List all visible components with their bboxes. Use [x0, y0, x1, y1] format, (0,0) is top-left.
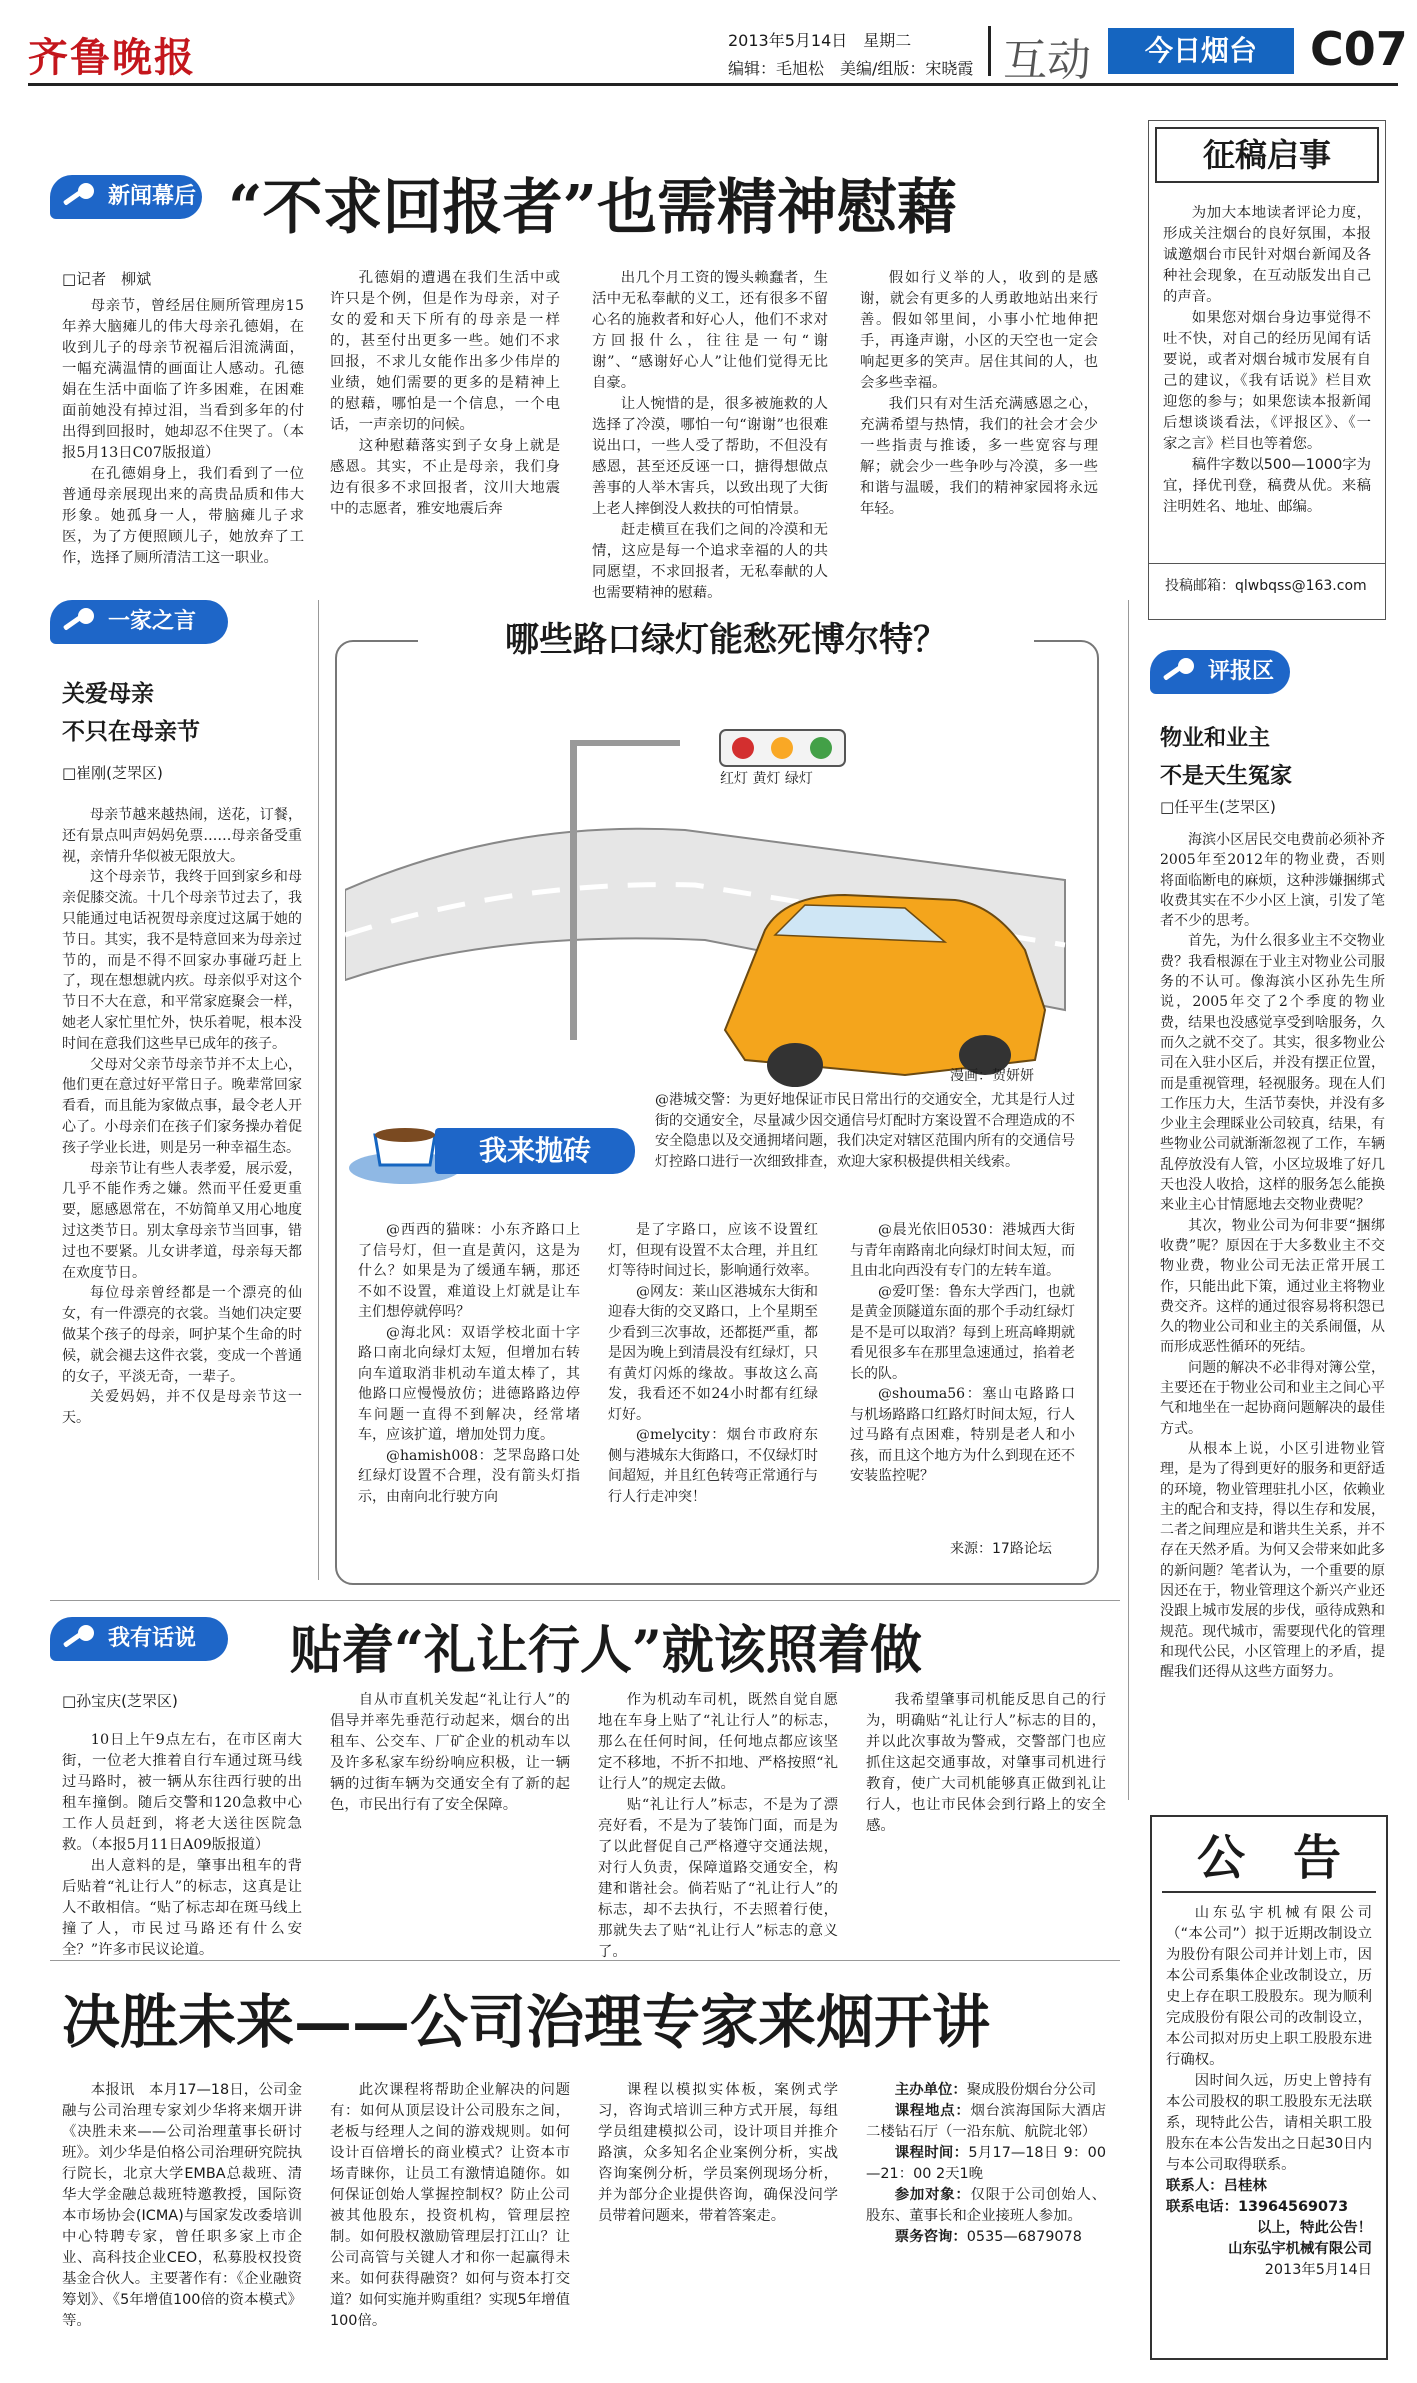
byline-1: □记者 柳斌 — [62, 270, 152, 288]
paragraph: 其次，物业公司为何非要“捆绑收费”呢？原因在于大多数业主不交物业费，物业公司无法正常开展工作，只能出此下策，通过业主将物业费交齐。这样的通过很容易将积怨已久的物业公司和业主的关系闹僵，从而形成恶性循环的死结。 — [1160, 1217, 1385, 1356]
section-divider — [50, 1600, 1120, 1601]
public-notice-body — [1152, 1893, 1386, 2281]
paragraph: 首先，为什么很多业主不交物业费？我看根源在于业主对物业公司服务的不认可。像海滨小区孙先生所说，2005年交了2个季度的物业费，结果也没感觉享受到啥服务，久而久之就不交了。其实，很多物业公司在入驻小区后，并没有摆正位置，而是重视管理，轻视服务。现在人们工作压力大，生活节奏快，并没有多少业主会理睬业公司较真，结果，有些物业公司就渐渐忽视了工作，车辆乱停放没有人管，小区垃圾堆了好几天也没人收拾，这样的服务怎么能换来业主心甘情愿地去交物业费呢？ — [1160, 933, 1385, 1214]
masthead — [28, 22, 1408, 86]
paragraph: 孔德娟的遭遇在我们生活中或许只是个例，但是作为母亲，对子女的爱和天下所有的母亲是一样的，甚至付出更多一些。她们不求回报，不求儿女能作出多少伟岸的业绩，她们需要的更多的是精神上的慰藉，哪怕是一个信息，一个电话，一声亲切的问候。 — [330, 270, 560, 433]
paragraph: 我希望肇事司机能反思自己的行为，明确贴“礼让行人”标志的目的，并以此次事故为警戒，交警部门也应抓住这起交通事故，对肇事司机进行教育，使广大司机能够真正做到礼让行人，也让市民体会到行路上的安全感。 — [866, 1692, 1106, 1834]
headline-3: 物业和业主 不是天生冤家 — [1160, 726, 1293, 789]
comment: @hamish008：芝罘岛路口处红绿灯设置不合理，没有箭头灯指示，由南向北行驶方向 — [358, 1447, 580, 1505]
info-row — [866, 2227, 1106, 2248]
info-row — [866, 2101, 1106, 2143]
byline-2: □崔刚(芝罘区) — [62, 764, 163, 782]
paragraph: 母亲节，曾经居住厕所管理房15年养大脑瘫儿的伟大母亲孔德娟，在收到儿子的母亲节祝福后泪流满面，一幅充满温情的画面让人感动。孔德娟在生活中面临了许多困难，在困难面前她没有掉过泪，当看到多年的付出得到回报时，她却忍不住哭了。（本报5月13日C07版报道） — [62, 298, 304, 461]
microphone-icon — [1156, 656, 1200, 688]
paragraph: 母亲节让有些人表孝爱，展示爱，几乎不能作秀之嫌。然而平任爱更重要，愿感恩常在，不妨简单又用心地度过这类节日。别太拿母亲节当回事，错过也不要紧。儿女讲孝道，母亲每天都在欢度节日。 — [62, 1160, 302, 1281]
paragraph: 出几个月工资的馒头赖蠢者，生活中无私奉献的义工，还有很多不留心名的施救者和好心人，他们不求对方回报什么，往往是一句“谢谢”、“感谢好心人”让他们觉得无比自豪。 — [592, 270, 828, 391]
article5-col1 — [62, 2080, 302, 2332]
headline-2: 关爱母亲 不只在母亲节 — [62, 681, 200, 745]
article5-col2 — [330, 2080, 570, 2332]
paragraph: 问题的解决不必非得对簿公堂，主要还在于物业公司和业主之间心平气和地坐在一起协商问题解决的最佳方式。 — [1160, 1359, 1385, 1437]
badge-label: 我来抛砖 — [435, 1128, 635, 1174]
comments-col2 — [608, 1220, 818, 1507]
info-row — [866, 2143, 1106, 2185]
microphone-icon — [56, 181, 100, 213]
column-divider — [1128, 600, 1129, 1800]
notice-thanks: 以上，特此公告！ — [1256, 2220, 1372, 2236]
comments-col3 — [850, 1220, 1075, 1487]
headline-5: 决胜未来——公司治理专家来烟开讲 — [62, 1988, 991, 2056]
article2-body — [62, 805, 302, 1429]
brick-badge — [345, 1110, 645, 1190]
paragraph: 这种慰藉落实到子女身上就是感恩。其实，不止是母亲，我们身边有很多不求回报者，汶川大地震中的志愿者，雅安地震后奔 — [330, 438, 560, 517]
paragraph: 作为机动车司机，既然自觉自愿地在车身上贴了“礼让行人”的标志，那么在任何时间，任何地点都应该坚定不移地，不折不扣地、严格按照“礼让行人”的规定去做。 — [598, 1692, 838, 1792]
microphone-icon — [56, 606, 100, 638]
comment: 是了字路口，应该不设置红灯，但现有设置不太合理，并且红灯等待时间过长，影响通行效率。 — [608, 1222, 818, 1279]
comments-col1 — [358, 1220, 580, 1507]
byline-3: □任平生(芝罘区) — [1160, 798, 1276, 816]
paragraph: 假如行义举的人，收到的是感谢，就会有更多的人勇敢地站出来行善。假如邻里间，小事小忙地伸把手，再逢声谢，小区的天空也一定会响起更多的笑声。居住其间的人，也会多些幸福。 — [860, 270, 1098, 391]
info-key: 课程时间： — [894, 2145, 969, 2161]
article4-col2 — [330, 1690, 570, 1816]
masthead-divider — [988, 26, 991, 76]
paragraph: 关爱妈妈，并不仅是母亲节这一天。 — [62, 1389, 302, 1427]
paragraph: 出人意料的是，肇事出租车的背后贴着“礼让行人”的标志，这真是让人不敢相信。“贴了标志却在斑马线上撞了人，市民过马路还有什么安全？”许多市民议论道。 — [62, 1858, 302, 1958]
paragraph: 赶走横亘在我们之间的冷漠和无情，这应是每一个追求幸福的人的共同愿望，不求回报者，无私奉献的人也需要精神的慰藉。 — [592, 522, 828, 601]
headline-1: “不求回报者”也需精神慰藉 — [228, 173, 958, 243]
info-row — [866, 2185, 1106, 2227]
section-badge-speak — [50, 1617, 228, 1661]
comment: @海北风：双语学校北面十字路口南北向绿灯太短，但增加右转向车道取消非机动车道太棒了，其他路口应慢慢放仿；进德路路边停车问题一直得不到解决，经常堵车，应该扩道，增加处罚力度。 — [358, 1324, 580, 1443]
article3-body — [1160, 830, 1385, 1682]
badge-label: 一家之言 — [108, 609, 197, 634]
comments-source: 来源：17路论坛 — [950, 1541, 1052, 1557]
info-row — [866, 2080, 1106, 2101]
cartoon-artist: 漫画：贺妍妍 — [950, 1068, 1034, 1084]
paragraph: 因时间久远，历史上曾持有本公司股权的职工股股东无法联系，现特此公告，请相关职工股股东在本公告发出之日起30日内与本公司取得联系。 — [1166, 2073, 1372, 2173]
paragraph: 本报讯 本月17—18日，公司金融与公司治理专家刘少华将来烟开讲《决胜未来——公司治理董事长研讨班》。刘少华是伯格公司治理研究院执行院长，北京大学EMBA总裁班、清华大学金融总裁班特邀教授，国际资本市场协会(ICMA)与国家发改委培训中心特聘专家，曾任职多家上市企业、高科技企业CEO，私募股权投资基金合伙人。主要著作有：《企业融资筹划》、《5年增值100倍的资本模式》等。 — [62, 2082, 302, 2329]
notice-date: 2013年5月14日 — [1264, 2262, 1372, 2278]
article4-col1 — [62, 1730, 302, 1961]
paragraph: 山东弘宇机械有限公司（“本公司”）拟于近期改制设立为股份有限公司并计划上市，因本公司系集体企业改制设立，历史上存在职工股股东。现为顺利完成股份有限公司的改制设立，本公司拟对历史上职工股股东进行确权。 — [1166, 1905, 1372, 2068]
paragraph: 母亲节越来越热闹，送花，订餐，还有景点叫声妈妈免票……母亲备受重视，亲情升华似被无限放大。 — [62, 807, 302, 865]
paragraph: 自从市直机关发起“礼让行人”的倡导并率先垂范行动起来，烟台的出租车、公交车、厂矿企业的机动车以及许多私家车纷纷响应积极，让一辆辆的过街车辆为交通安全有了新的起色，市民出行有了安全保障。 — [330, 1692, 570, 1813]
info-key: 票务咨询： — [894, 2229, 967, 2245]
notice-phone: 联系电话：13964569073 — [1166, 2199, 1349, 2215]
paragraph: 如果您对烟台身边事觉得不吐不快，对自己的经历见闻有话要说，或者对烟台城市发展有自己的建议，《我有话说》栏目欢迎您的参与；如果您读本报新闻后想谈谈看法，《评报区》、《一家之言》栏目也等着您。 — [1163, 310, 1371, 452]
comment: @shouma56：塞山屯路路口与机场路路口红路灯时间太短，行人过马路有点困难，特别是老人和小孩，而且这个地方为什么到现在还不安装监控呢？ — [850, 1386, 1075, 1484]
paragraph: 这个母亲节，我终于回到家乡和母亲促膝交流。十几个母亲节过去了，我只能通过电话祝贺母亲度过这属于她的节日。其实，我不是特意回来为母亲过节的，而是不得不回家办事碰巧赶上了，现在想想就内疚。母亲似乎对这个节日不大在意，和平常家庭聚会一样，她老人家忙里忙外，快乐着呢，根本没时间在意我们这些早已成年的孩子。 — [62, 869, 302, 1052]
comment: @爱叮堡：鲁东大学西门，也就是黄金顶隧道东面的那个手动红绿灯是不是可以取消？每到上班高峰期就看见很多车在那里急速通过，掐着老长的队。 — [850, 1283, 1075, 1382]
section-badge-news — [50, 175, 202, 219]
article5-info — [866, 2080, 1106, 2248]
article1-col1 — [62, 296, 304, 569]
cartoon-road-traffic-light — [345, 680, 1089, 1100]
notice-company: 山东弘宇机械有限公司 — [1228, 2241, 1372, 2257]
info-value: 聚成股份烟台分公司 — [966, 2082, 1097, 2098]
article1-col4 — [860, 268, 1098, 520]
badge-label: 新闻幕后 — [108, 184, 197, 209]
call-for-papers-title: 征稿启事 — [1155, 127, 1379, 183]
call-for-papers-body — [1149, 189, 1385, 518]
traffic-light-labels: 红灯 黄灯 绿灯 — [720, 771, 813, 787]
issue-date: 2013年5月14日 星期二 — [728, 31, 912, 50]
article4-col3 — [598, 1690, 838, 1963]
paragraph: 贴“礼让行人”标志，不是为了漂亮好看，不是为了装饰门面，而是为了以此督促自己严格遵守交通法规，对行人负责，保障道路交通安全，构建和谐社会。倘若贴了“礼让行人”的标志，却不去执行，不去照着行使，那就失去了贴“礼让行人”标志的意义了。 — [598, 1797, 838, 1960]
badge-label: 评报区 — [1208, 659, 1275, 684]
badge-label: 我有话说 — [108, 1626, 197, 1651]
notice-contact: 联系人：吕桂林 — [1166, 2178, 1267, 2194]
article4-col4 — [866, 1690, 1106, 1837]
paragraph: 从根本上说，小区引进物业管理，是为了得到更好的服务和更舒适的环境，物业管理驻扎小区，依赖业主的配合和支持，得以生存和发展，二者之间理应是和谐共生关系，并不存在天然矛盾。为何又会带来如此多的新问题？笔者认为，一个重要的原因还在于，物业管理这个新兴产业还没跟上城市发展的步伐，亟待成熟和规范。现代城市，需要现代化的管理和现代公民，小区管理上的矛盾，提醒我们还得从这些方面努力。 — [1160, 1440, 1385, 1681]
section-badge-opinion — [50, 600, 228, 644]
microphone-icon — [56, 1623, 100, 1655]
info-key: 参加对象： — [894, 2187, 971, 2203]
public-notice-box — [1150, 1815, 1388, 2360]
paragraph: 每位母亲曾经都是一个漂亮的仙女，有一件漂亮的衣裳。当她们决定要做某个孩子的母亲，呵护某个生命的时候，就会褪去这件衣裳，变成一个普通的女子，平淡无奇，一辈子。 — [62, 1285, 302, 1385]
paragraph: 此次课程将帮助企业解决的问题有：如何从顶层设计公司股东之间，老板与经理人之间的游戏规则。如何设计百倍增长的商业模式？让资本市场青睐你，让员工有激情追随你。如何保证创始人掌握控制权？防止公司被其他股东，投资机构，管理层控制。如何股权激励管理层打江山？让公司高管与关键人才和你一起赢得未来。如何获得融资？如何与资本打交道？如何实施并购重组？实现5年增值100倍。 — [330, 2082, 570, 2329]
paragraph: 稿件字数以500—1000字为宜，择优刊登，稿费从优。来稿注明姓名、地址、邮编。 — [1163, 457, 1372, 515]
comment: @晨光依旧0530：港城西大街与青年南路南北向绿灯时间太短，而且由北向西没有专门的左转车道。 — [850, 1222, 1075, 1279]
article1-col3 — [592, 268, 828, 604]
section-badge-review — [1150, 650, 1290, 694]
comment: @melycity：烟台市政府东侧与港城东大街路口，不仅绿灯时间超短，并且红色转弯正常通行与行人行走冲突！ — [608, 1427, 818, 1505]
byline-4: □孙宝庆(芝罘区) — [62, 1692, 178, 1710]
section-name: 互动 — [1003, 35, 1091, 86]
info-value: 仅限于公司创始人、股东、董事长和企业接班人参加。 — [866, 2187, 1106, 2224]
paper-logo: 齐鲁晚报 — [28, 34, 196, 81]
paragraph: 父母对父亲节母亲节并不太上心，他们更在意过好平常日子。晚辈常回家看看，而且能为家做点事，最令老人开心了。小母亲们在孩子们家务操办着促孩子学业长进，则是另一种幸福生态。 — [62, 1056, 302, 1156]
paragraph: 在孔德娟身上，我们看到了一位普通母亲展现出来的高贵品质和伟大形象。她孤身一人，带脑瘫儿子求医，为了方便照顾儿子，她放弃了工作，选择了厕所清洁工这一职业。 — [62, 466, 304, 566]
article1-col2 — [330, 268, 560, 520]
comment: @西西的猫咪：小东齐路口上了信号灯，但一直是黄闪，这是为什么？如果是为了缓通车辆，那还不如不设置，难道设上灯就是让车主们想停就停吗？ — [358, 1222, 580, 1320]
info-key: 主办单位： — [894, 2082, 967, 2098]
call-for-papers-box — [1148, 120, 1386, 620]
info-key: 课程地点： — [894, 2103, 971, 2119]
section-divider — [50, 1960, 1120, 1961]
article5-col3 — [598, 2080, 838, 2227]
section-tag: 今日烟台 — [1108, 28, 1294, 74]
column-divider — [318, 600, 319, 1580]
info-value: 5月17—18日 9：00—21：00 2天1晚 — [866, 2145, 1106, 2182]
paragraph: 海滨小区居民交电费前必须补齐2005年至2012年的物业费，否则将面临断电的麻烦，这种涉嫌捆绑式收费其实在不少小区上演，引发了笔者不少的思考。 — [1160, 832, 1385, 930]
paragraph: 课程以模拟实体板，案例式学习，咨询式培训三种方式开展，每组学员组建模拟公司，设计项目并推介路演，众多知名企业案例分析，实战咨询案例分析，学员案例现场分析，并为部分企业提供咨询，确保没问学员带着问题来，带着答案走。 — [598, 2082, 838, 2224]
editors: 编辑：毛旭松 美编/组版：宋晓霞 — [728, 59, 974, 78]
paragraph: 让人惋惜的是，很多被施救的人选择了冷漠，哪怕一句“谢谢”也很难说出口，一些人受了帮助，不但没有感恩，甚至还反诬一口，搪得想做点善事的人举木害兵，以致出现了大街上老人摔倒没人救扶的可怕情景。 — [592, 396, 828, 517]
info-value: 烟台滨海国际大酒店二楼钻石厅（一沿东航、航院北邻） — [866, 2103, 1106, 2140]
public-notice-title: 公 告 — [1162, 1827, 1376, 1893]
page-number: C07 — [1310, 22, 1408, 76]
info-value: 0535—6879078 — [966, 2229, 1082, 2245]
headline-4: 贴着“礼让行人”就该照着做 — [290, 1620, 922, 1681]
paragraph: 我们只有对生活充满感恩之心，充满希望与热情，我们的社会才会少一些指责与推诿，多一些宽容与理解；就会少一些争吵与冷漠，多一些和谐与温暖，我们的精神家园将永远年轻。 — [860, 396, 1098, 517]
comment: @网友：莱山区港城东大街和迎春大街的交叉路口，上个星期至少看到三次事故，还都挺严重，都是因为晚上到清晨没有红绿灯，只有黄灯闪烁的缘故。事故这么高发，我看还不如24小时都有红绿灯好。 — [608, 1283, 818, 1423]
paragraph: 为加大本地读者评论力度，形成关注烟台的良好氛围，本报诚邀烟台市民针对烟台新闻及各种社会现象，在互动版发出自己的声音。 — [1163, 205, 1371, 305]
illustration-title: 哪些路口绿灯能愁死博尔特？ — [418, 615, 1034, 665]
submission-email: 投稿邮箱：qlwbqss@163.com — [1165, 578, 1367, 594]
police-lead: @港城交警：为更好地保证市民日常出行的交通安全，尤其是行人过街的交通安全，尽量减少因交通信号灯配时方案设置不合理造成的不安全隐患以及交通拥堵问题，我们决定对辖区范围内所有的交通信号灯控路口进行一次细致排查，欢迎大家积极提供相关线索。 — [655, 1092, 1075, 1170]
paragraph: 10日上午9点左右，在市区南大街，一位老大推着自行车通过斑马线过马路时，被一辆从东往西行驶的出租车撞倒。随后交警和120急救中心工作人员赶到，将老大送往医院急救。（本报5月11日A09版报道） — [62, 1732, 302, 1853]
